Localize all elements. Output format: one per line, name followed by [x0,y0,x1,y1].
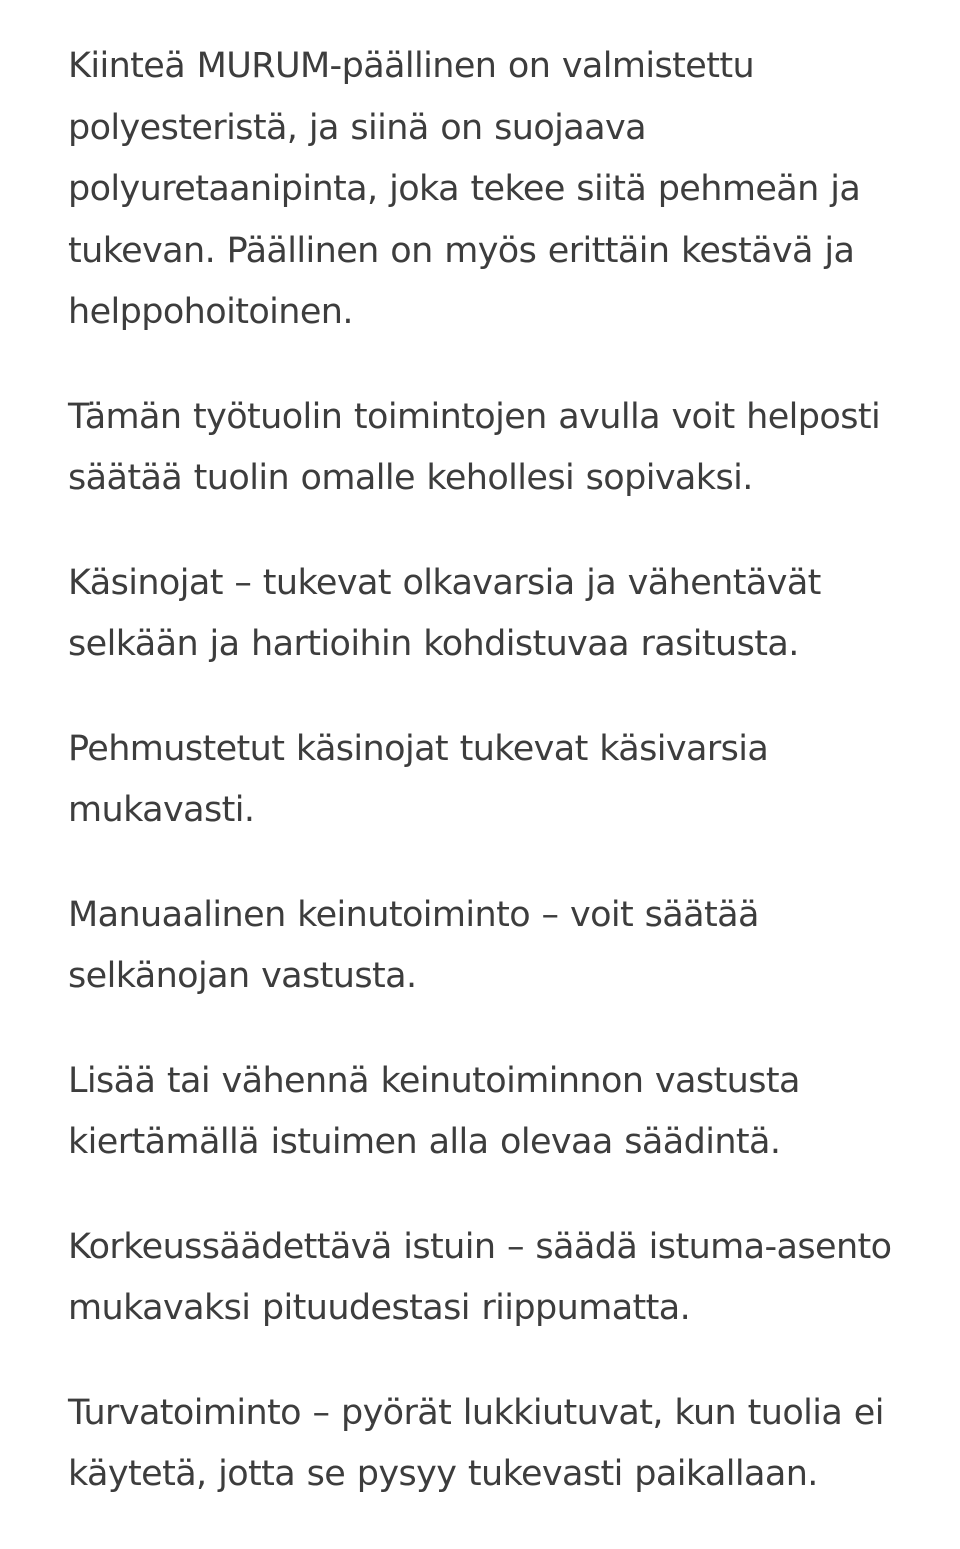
text-line: polyuretaanipinta, joka tekee siitä pehmeän ja [68,169,861,209]
text-line: säätää tuolin omalle kehollesi sopivaksi. [68,458,753,498]
paragraph-armrests [68,553,960,676]
paragraph-tilt-tension [68,1051,960,1174]
text-line: Turvatoiminto – pyörät lukkiutuvat, kun tuolia ei [68,1392,884,1433]
text-line: tukevan. Päällinen on myös erittäin kestävä ja [68,230,855,271]
paragraph-seat-height [68,1217,960,1340]
text-line: mukavasti. [68,790,255,830]
text-line: käytetä, jotta se pysyy tukevasti paikallaan. [68,1454,818,1494]
paragraph-safety-function [68,1383,960,1506]
text-line: selkään ja hartioihin kohdistuvaa rasitusta. [68,624,799,664]
text-line: kiertämällä istuimen alla olevaa säädintä. [68,1122,781,1162]
text-line: Kiinteä MURUM-päällinen on valmistettu [68,46,755,86]
paragraph-cover-material [68,36,960,344]
paragraph-tilt-function [68,885,960,1008]
paragraph-padded-armrests [68,719,960,842]
text-line: Pehmustetut käsinojat tukevat käsivarsia [68,728,769,769]
text-line: polyesteristä, ja siinä on suojaava [68,107,646,148]
text-line: Tämän työtuolin toimintojen avulla voit helposti [68,396,881,437]
text-line: Lisää tai vähennä keinutoiminnon vastusta [68,1060,800,1101]
text-line: selkänojan vastusta. [68,956,417,996]
text-line: mukavaksi pituudestasi riippumatta. [68,1288,691,1328]
paragraph-adjustability [68,387,960,510]
text-line: Käsinojat – tukevat olkavarsia ja vähentävät [68,562,821,603]
text-line: Korkeussäädettävä istuin – säädä istuma-asento [68,1226,892,1267]
product-description [68,36,960,1549]
text-line: Manuaalinen keinutoiminto – voit säätää [68,894,759,935]
text-line: helppohoitoinen. [68,292,353,332]
